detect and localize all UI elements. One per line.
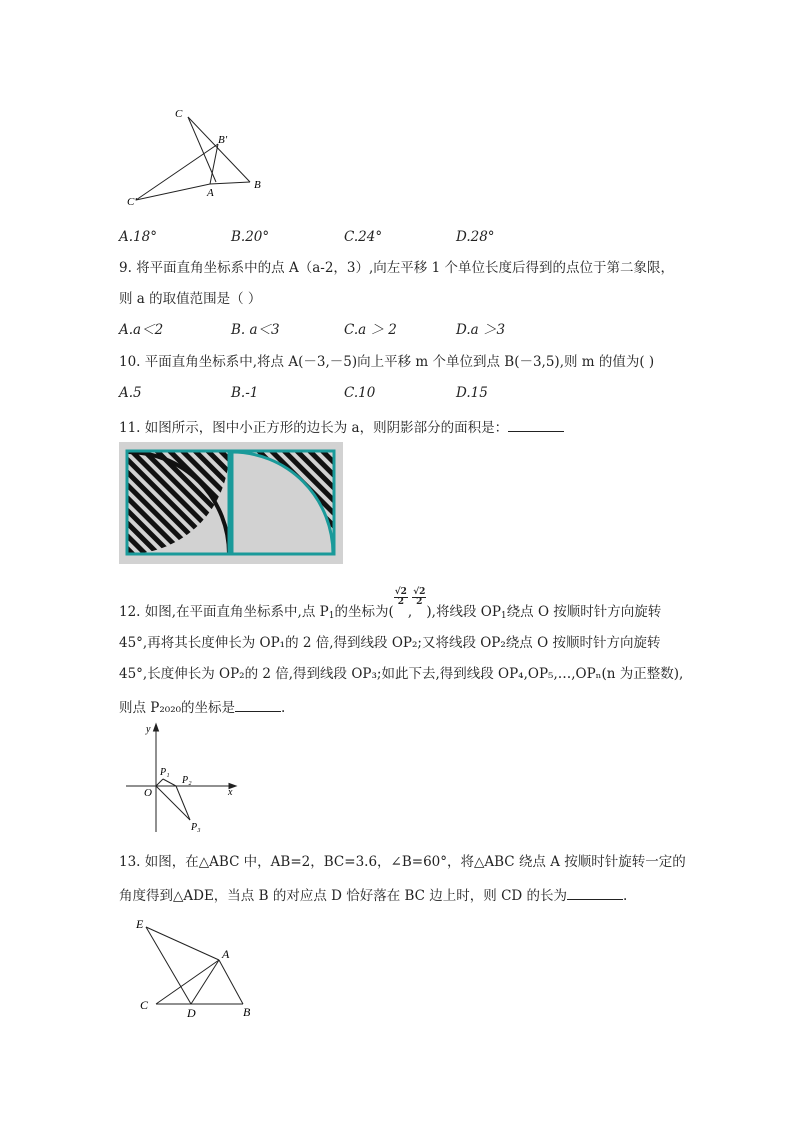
q13-stem-line2: 角度得到△ADE，当点 B 的对应点 D 恰好落在 BC 边上时，则 CD 的长为 . <box>119 885 627 905</box>
q12-sub-2: 1 <box>500 611 507 621</box>
q8-option-c: C.24° <box>344 229 383 245</box>
q12-text-b: 的坐标为( <box>334 604 394 620</box>
q12-comma: , <box>407 604 413 620</box>
q9-option-a: A.a＜2 <box>119 322 164 338</box>
q12-label-p2: P₂ <box>182 775 192 786</box>
q8-label-a: A <box>207 187 214 199</box>
q9-stem-line2: 则 a 的取值范围是（ ） <box>119 291 262 307</box>
q11-stem-text: 11. 如图所示，图中小正方形的边长为 a，则阴影部分的面积是： <box>119 420 509 436</box>
q13-stem-line1: 13. 如图，在△ABC 中，AB=2，BC=3.6，∠B=60°，将△ABC 绕点 A 按顺时针旋转一定的 <box>119 854 686 870</box>
q13-label-b: B <box>243 1005 251 1019</box>
q13-label-a: A <box>222 947 230 961</box>
q8-label-c: C <box>175 108 183 120</box>
q8-option-d: D.28° <box>456 229 495 245</box>
q10-option-d: D.15 <box>456 385 488 401</box>
q12-text-d: 绕点 O 按顺时针方向旋转 <box>506 604 662 620</box>
q13-label-d: D <box>187 1006 196 1020</box>
q12-answer-blank[interactable] <box>235 697 281 712</box>
q12-label-o: O <box>144 787 152 799</box>
q13-label-e: E <box>136 917 144 931</box>
q13-line2-text: 角度得到△ADE，当点 B 的对应点 D 恰好落在 BC 边上时，则 CD 的长为 <box>119 888 568 904</box>
q11-answer-blank[interactable] <box>508 417 564 432</box>
q10-stem: 10. 平面直角坐标系中,将点 A(－3,－5)向上平移 m 个单位到点 B(－3,5),则 m 的值为( ) <box>119 354 655 370</box>
q12-sub-1: 1 <box>328 611 335 621</box>
q8-option-b: B.20° <box>231 229 270 245</box>
q9-stem-line1: 9. 将平面直角坐标系中的点 A（a-2，3）,向左平移 1 个单位长度后得到的点位于第二象限， <box>119 260 674 276</box>
q12-label-x: x <box>228 787 233 798</box>
q12-stem-line4: 则点 P₂₀₂₀的坐标是 . <box>119 697 285 717</box>
q9-option-b: B. a＜3 <box>231 322 280 338</box>
q12-text-c: ),将线段 OP <box>426 604 501 620</box>
q9-option-c: C.a ＞ 2 <box>344 322 397 338</box>
q12-stem-line2: 45°,再将其长度伸长为 OP₁的 2 倍,得到线段 OP₂;又将线段 OP₂绕点 O 按顺时针方向旋转 <box>119 635 661 651</box>
q9-option-d: D.a ＞3 <box>456 322 506 338</box>
q10-option-b: B.-1 <box>231 385 259 401</box>
q12-stem-line3: 45°,长度伸长为 OP₂的 2 倍,得到线段 OP₃;如此下去,得到线段 OP₄,OP₅,…,OPₙ(n 为正整数), <box>119 666 684 682</box>
q13-answer-blank[interactable] <box>567 885 623 900</box>
q12-label-p1: P₁ <box>160 767 170 778</box>
q12-text-a: 12. 如图,在平面直角坐标系中,点 P <box>119 604 329 620</box>
q12-label-p3: P₃ <box>191 822 201 833</box>
q12-stem-line1 <box>119 587 662 621</box>
q8-label-b-prime: B′ <box>218 134 228 146</box>
q12-coordinate-figure <box>118 720 248 836</box>
q11-stem <box>119 417 564 437</box>
q13-triangle-figure <box>130 912 260 1022</box>
q12-fraction-1: $\frac{√2}{2}$ <box>394 587 407 607</box>
q8-label-c-prime: C′ <box>127 196 137 208</box>
q11-shaded-squares-figure <box>119 442 343 564</box>
q8-option-a: A.18° <box>119 229 157 245</box>
q8-triangle-figure <box>118 100 278 215</box>
q12-label-y: y <box>146 724 151 735</box>
q13-label-c: C <box>140 998 149 1012</box>
q8-label-b: B <box>254 179 261 191</box>
q12-line4-text: 则点 P₂₀₂₀的坐标是 <box>119 700 236 716</box>
q10-option-c: C.10 <box>344 385 376 401</box>
q12-fraction-2: $\frac{√2}{2}$ <box>413 587 426 607</box>
q10-option-a: A.5 <box>119 385 142 401</box>
